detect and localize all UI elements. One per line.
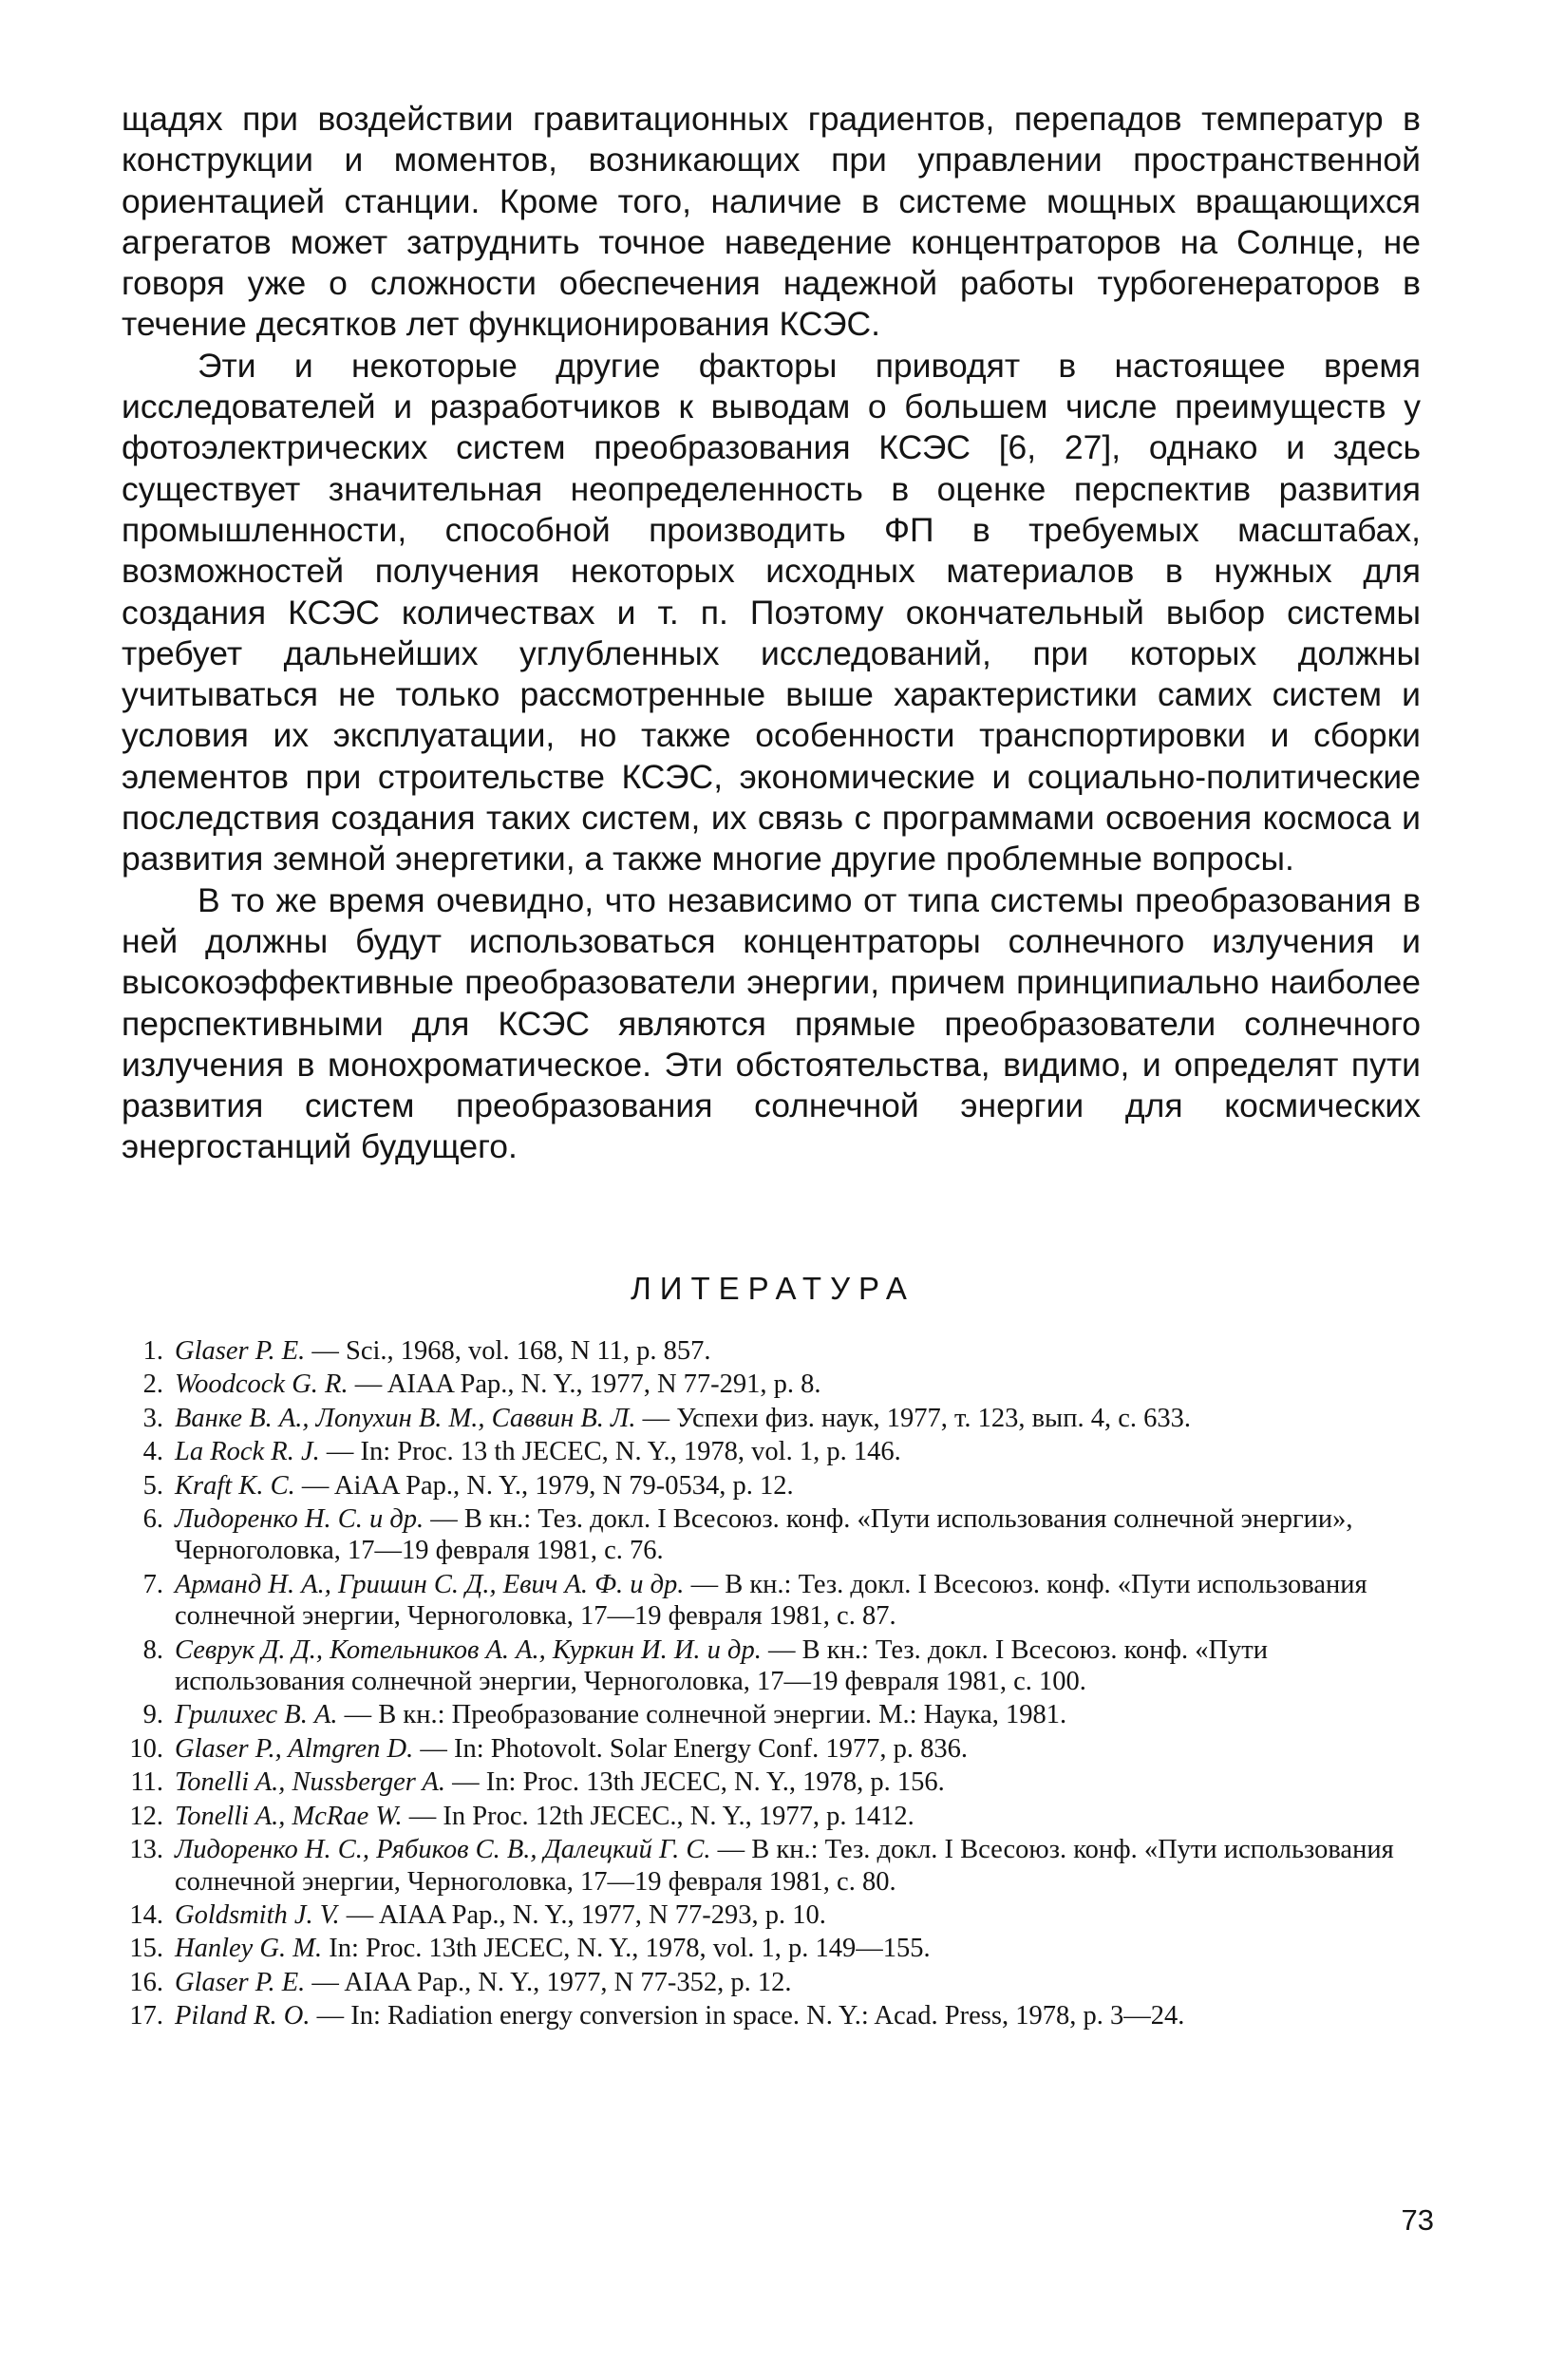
reference-details: — AIAA Pap., N. Y., 1977, N 77-293, p. 10. <box>339 1899 826 1930</box>
references-list <box>118 1335 1434 2034</box>
reference-item <box>118 1733 1434 1765</box>
reference-item <box>118 1436 1434 1467</box>
paragraph-1: щадях при воздействии гравитационных градиентов, перепадов температур в конструкции и моментов, возникающих при управлении пространственной ориентацией станции. Кроме того, наличие в системе мощных вращающихся агрегатов может затруднить точное наведение концентраторов на Солнце, не говоря уже о сложности обеспечения надежной работы турбогенераторов в течение десятков лет функционирования КСЭС. <box>122 100 1421 344</box>
reference-author: La Rock R. J. <box>175 1437 320 1467</box>
references-title: ЛИТЕРАТУРА <box>631 1271 915 1306</box>
page-number: 73 <box>1401 2203 1434 2237</box>
reference-author: Hanley G. M. <box>175 1934 323 1964</box>
reference-author: Tonelli A., Nussberger A. <box>175 1767 446 1798</box>
reference-number: 3. <box>142 1403 163 1433</box>
reference-number: 13. <box>129 1835 163 1865</box>
reference-details: — Sci., 1968, vol. 168, N 11, p. 857. <box>305 1336 711 1366</box>
reference-details: — AiAA Pap., N. Y., 1979, N 79-0534, p. 12. <box>294 1470 794 1501</box>
reference-author: Севрук Д. Д., Котельников А. А., Куркин И. И. и др. <box>175 1634 762 1665</box>
reference-details: — В кн.: Тез. докл. I Всесоюз. конф. «Пути использования солнечной энергии, Черноголовка, 17—19 февраля 1981, с. 87. <box>175 1569 1367 1632</box>
reference-number: 15. <box>129 1934 163 1964</box>
reference-author: Glaser P., Almgren D. <box>175 1733 414 1764</box>
reference-number: 11. <box>130 1767 163 1798</box>
reference-item <box>118 1634 1434 1698</box>
reference-details: — В кн.: Тез. докл. I Всесоюз. конф. «Пути использования солнечной энергии, Черноголовка, 17—19 февраля 1981, с. 80. <box>175 1835 1394 1897</box>
reference-item <box>118 2000 1434 2031</box>
reference-item <box>118 1967 1434 1998</box>
reference-details: — In: Proc. 13 th JECEC, N. Y., 1978, vol. 1, p. 146. <box>319 1437 901 1467</box>
reference-item <box>118 1899 1434 1931</box>
reference-number: 14. <box>129 1899 163 1930</box>
reference-author: Kraft K. C. <box>175 1470 295 1501</box>
reference-author: Piland R. O. <box>175 2001 311 2031</box>
reference-author: Лидоренко Н. С. и др. <box>175 1504 424 1535</box>
reference-item <box>118 1369 1434 1400</box>
reference-author: Ванке В. А., Лопухин В. М., Саввин В. Л. <box>175 1403 636 1433</box>
reference-number: 4. <box>142 1437 163 1467</box>
reference-details: In: Proc. 13th JECEC, N. Y., 1978, vol. 1, p. 149—155. <box>322 1934 931 1964</box>
reference-number: 6. <box>142 1504 163 1535</box>
reference-author: Glaser P. E. <box>175 1967 306 1997</box>
reference-number: 2. <box>142 1369 163 1400</box>
paragraph-2: Эти и некоторые другие факторы приводят в настоящее время исследователей и разработчиков к выводам о большем числе преимуществ у фотоэлектрических систем преобразования КСЭС [6, 27], однако и здесь существует значительная неопределенность в оценке перспектив развития промышленности, способной производить ФП в требуемых масштабах, возможностей получения некоторых исходных материалов в нужных для создания КСЭС количествах и т. п. Поэтому окончательный выбор системы требует дальнейших углубленных исследований, при которых должны учитываться не только рассмотренные выше характеристики самих систем и условия их эксплуатации, но также особенности транспортировки и сборки элементов при строительстве КСЭС, экономические и социально-политические последствия создания таких систем, их связь с программами освоения космоса и развития земной энергетики, а также многие другие проблемные вопросы. <box>122 346 1421 878</box>
reference-author: Грилихес В. А. <box>175 1700 338 1730</box>
reference-item <box>118 1503 1434 1567</box>
reference-item <box>118 1766 1434 1798</box>
reference-details: — AIAA Pap., N. Y., 1977, N 77-291, p. 8. <box>348 1369 821 1400</box>
reference-item <box>118 1569 1434 1633</box>
reference-details: — In: Photovolt. Solar Energy Conf. 1977, p. 836. <box>413 1733 968 1764</box>
reference-number: 10. <box>129 1733 163 1764</box>
reference-number: 1. <box>142 1336 163 1366</box>
reference-number: 16. <box>129 1967 163 1997</box>
reference-item <box>118 1470 1434 1502</box>
reference-details: — AIAA Pap., N. Y., 1977, N 77-352, p. 12. <box>305 1967 792 1997</box>
reference-details: — В кн.: Тез. докл. I Всесоюз. конф. «Пути использования солнечной энергии, Черноголовка, 17—19 февраля 1981, с. 100. <box>175 1634 1268 1697</box>
reference-number: 9. <box>142 1700 163 1730</box>
reference-details: — In: Radiation energy conversion in space. N. Y.: Acad. Press, 1978, p. 3—24. <box>310 2001 1185 2031</box>
reference-details: — В кн.: Преобразование солнечной энергии. М.: Наука, 1981. <box>337 1700 1067 1730</box>
reference-author: Glaser P. E. <box>175 1336 306 1366</box>
reference-details: — In Proc. 12th JECEC., N. Y., 1977, p. 1412. <box>402 1801 914 1831</box>
reference-number: 8. <box>142 1634 163 1665</box>
reference-author: Goldsmith J. V. <box>175 1899 340 1930</box>
reference-item <box>118 1699 1434 1730</box>
reference-details: — В кн.: Тез. докл. I Всесоюз. конф. «Пути использования солнечной энергии», Черноголовка, 17—19 февраля 1981, с. 76. <box>175 1504 1353 1566</box>
reference-item <box>118 1834 1434 1898</box>
reference-number: 17. <box>129 2001 163 2031</box>
reference-item <box>118 1933 1434 1964</box>
reference-author: Лидоренко Н. С., Рябиков С. В., Далецкий Г. С. <box>175 1835 711 1865</box>
reference-item <box>118 1403 1434 1434</box>
reference-author: Tonelli A., McRae W. <box>175 1801 403 1831</box>
reference-author: Woodcock G. R. <box>175 1369 349 1400</box>
body-text <box>122 99 1421 1168</box>
reference-details: — Успехи физ. наук, 1977, т. 123, вып. 4, с. 633. <box>635 1403 1191 1433</box>
reference-details: — In: Proc. 13th JECEC, N. Y., 1978, p. 156. <box>445 1767 945 1798</box>
reference-number: 7. <box>142 1569 163 1599</box>
paragraph-3: В то же время очевидно, что независимо от типа системы преобразования в ней должны будут использоваться концентраторы солнечного излучения и высокоэффективные преобразователи энергии, причем принципиально наиболее перспективными для КСЭС являются прямые преобразователи солнечного излучения в монохроматическое. Эти обстоятельства, видимо, и определят пути развития систем преобразования солнечной энергии для космических энергостанций будущего. <box>122 880 1421 1166</box>
reference-author: Арманд Н. А., Гришин С. Д., Евич А. Ф. и др. <box>175 1569 685 1599</box>
reference-number: 12. <box>129 1801 163 1831</box>
reference-item <box>118 1801 1434 1832</box>
reference-item <box>118 1335 1434 1367</box>
reference-number: 5. <box>142 1470 163 1501</box>
